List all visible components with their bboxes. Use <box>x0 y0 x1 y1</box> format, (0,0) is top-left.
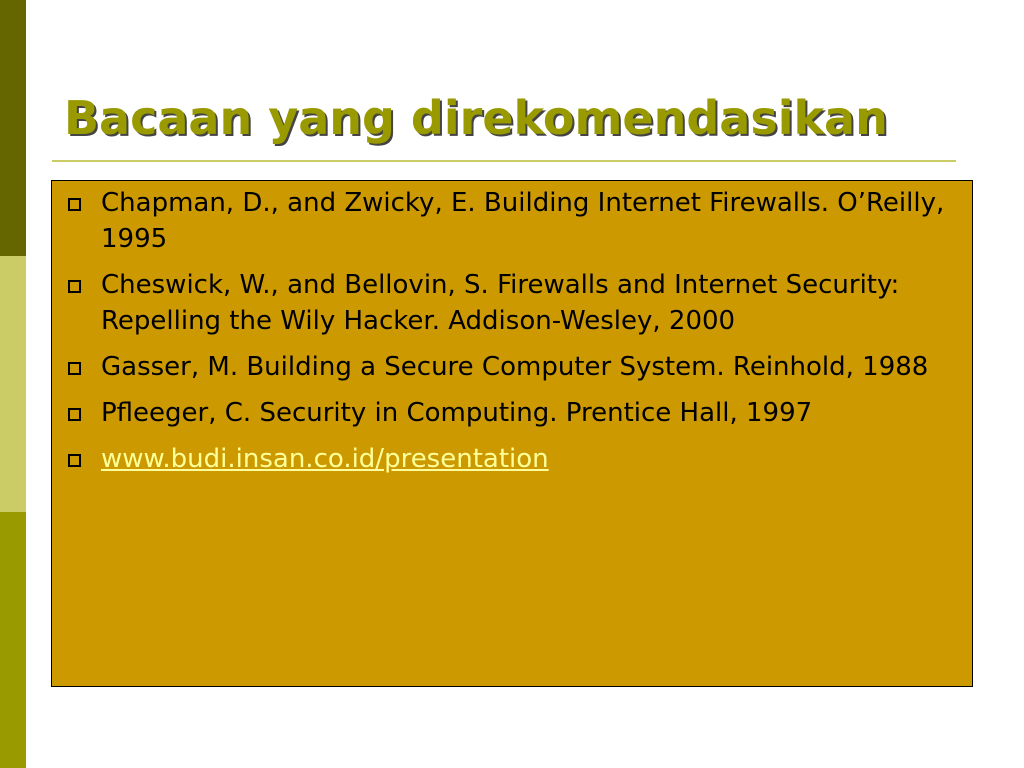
side-band-middle <box>0 256 26 512</box>
reference-text: Gasser, M. Building a Secure Computer System. Reinhold, 1988 <box>101 352 929 382</box>
reference-text: Chapman, D., and Zwicky, E. Building Internet Firewalls. O’Reilly, 1995 <box>101 188 945 254</box>
slide-title: Bacaan yang direkomendasikan <box>64 91 888 145</box>
hollow-square-bullet-icon <box>68 454 81 467</box>
presentation-link[interactable]: www.budi.insan.co.id/presentation <box>101 444 549 474</box>
reference-item <box>52 395 972 431</box>
hollow-square-bullet-icon <box>68 280 81 293</box>
reference-item <box>52 267 972 339</box>
reference-text: Cheswick, W., and Bellovin, S. Firewalls and Internet Security: Repelling the Wily Hacker. Addison-Wesley, 2000 <box>101 270 900 336</box>
hollow-square-bullet-icon <box>68 408 81 421</box>
reference-text: Pfleeger, C. Security in Computing. Prentice Hall, 1997 <box>101 398 813 428</box>
link-item <box>52 441 972 477</box>
reference-item <box>52 185 972 257</box>
title-underline <box>52 160 956 162</box>
side-band-top <box>0 0 26 256</box>
hollow-square-bullet-icon <box>68 198 81 211</box>
reference-item <box>52 349 972 385</box>
hollow-square-bullet-icon <box>68 362 81 375</box>
content-box <box>51 180 973 687</box>
side-band-bottom <box>0 512 26 768</box>
reference-list <box>52 185 972 487</box>
